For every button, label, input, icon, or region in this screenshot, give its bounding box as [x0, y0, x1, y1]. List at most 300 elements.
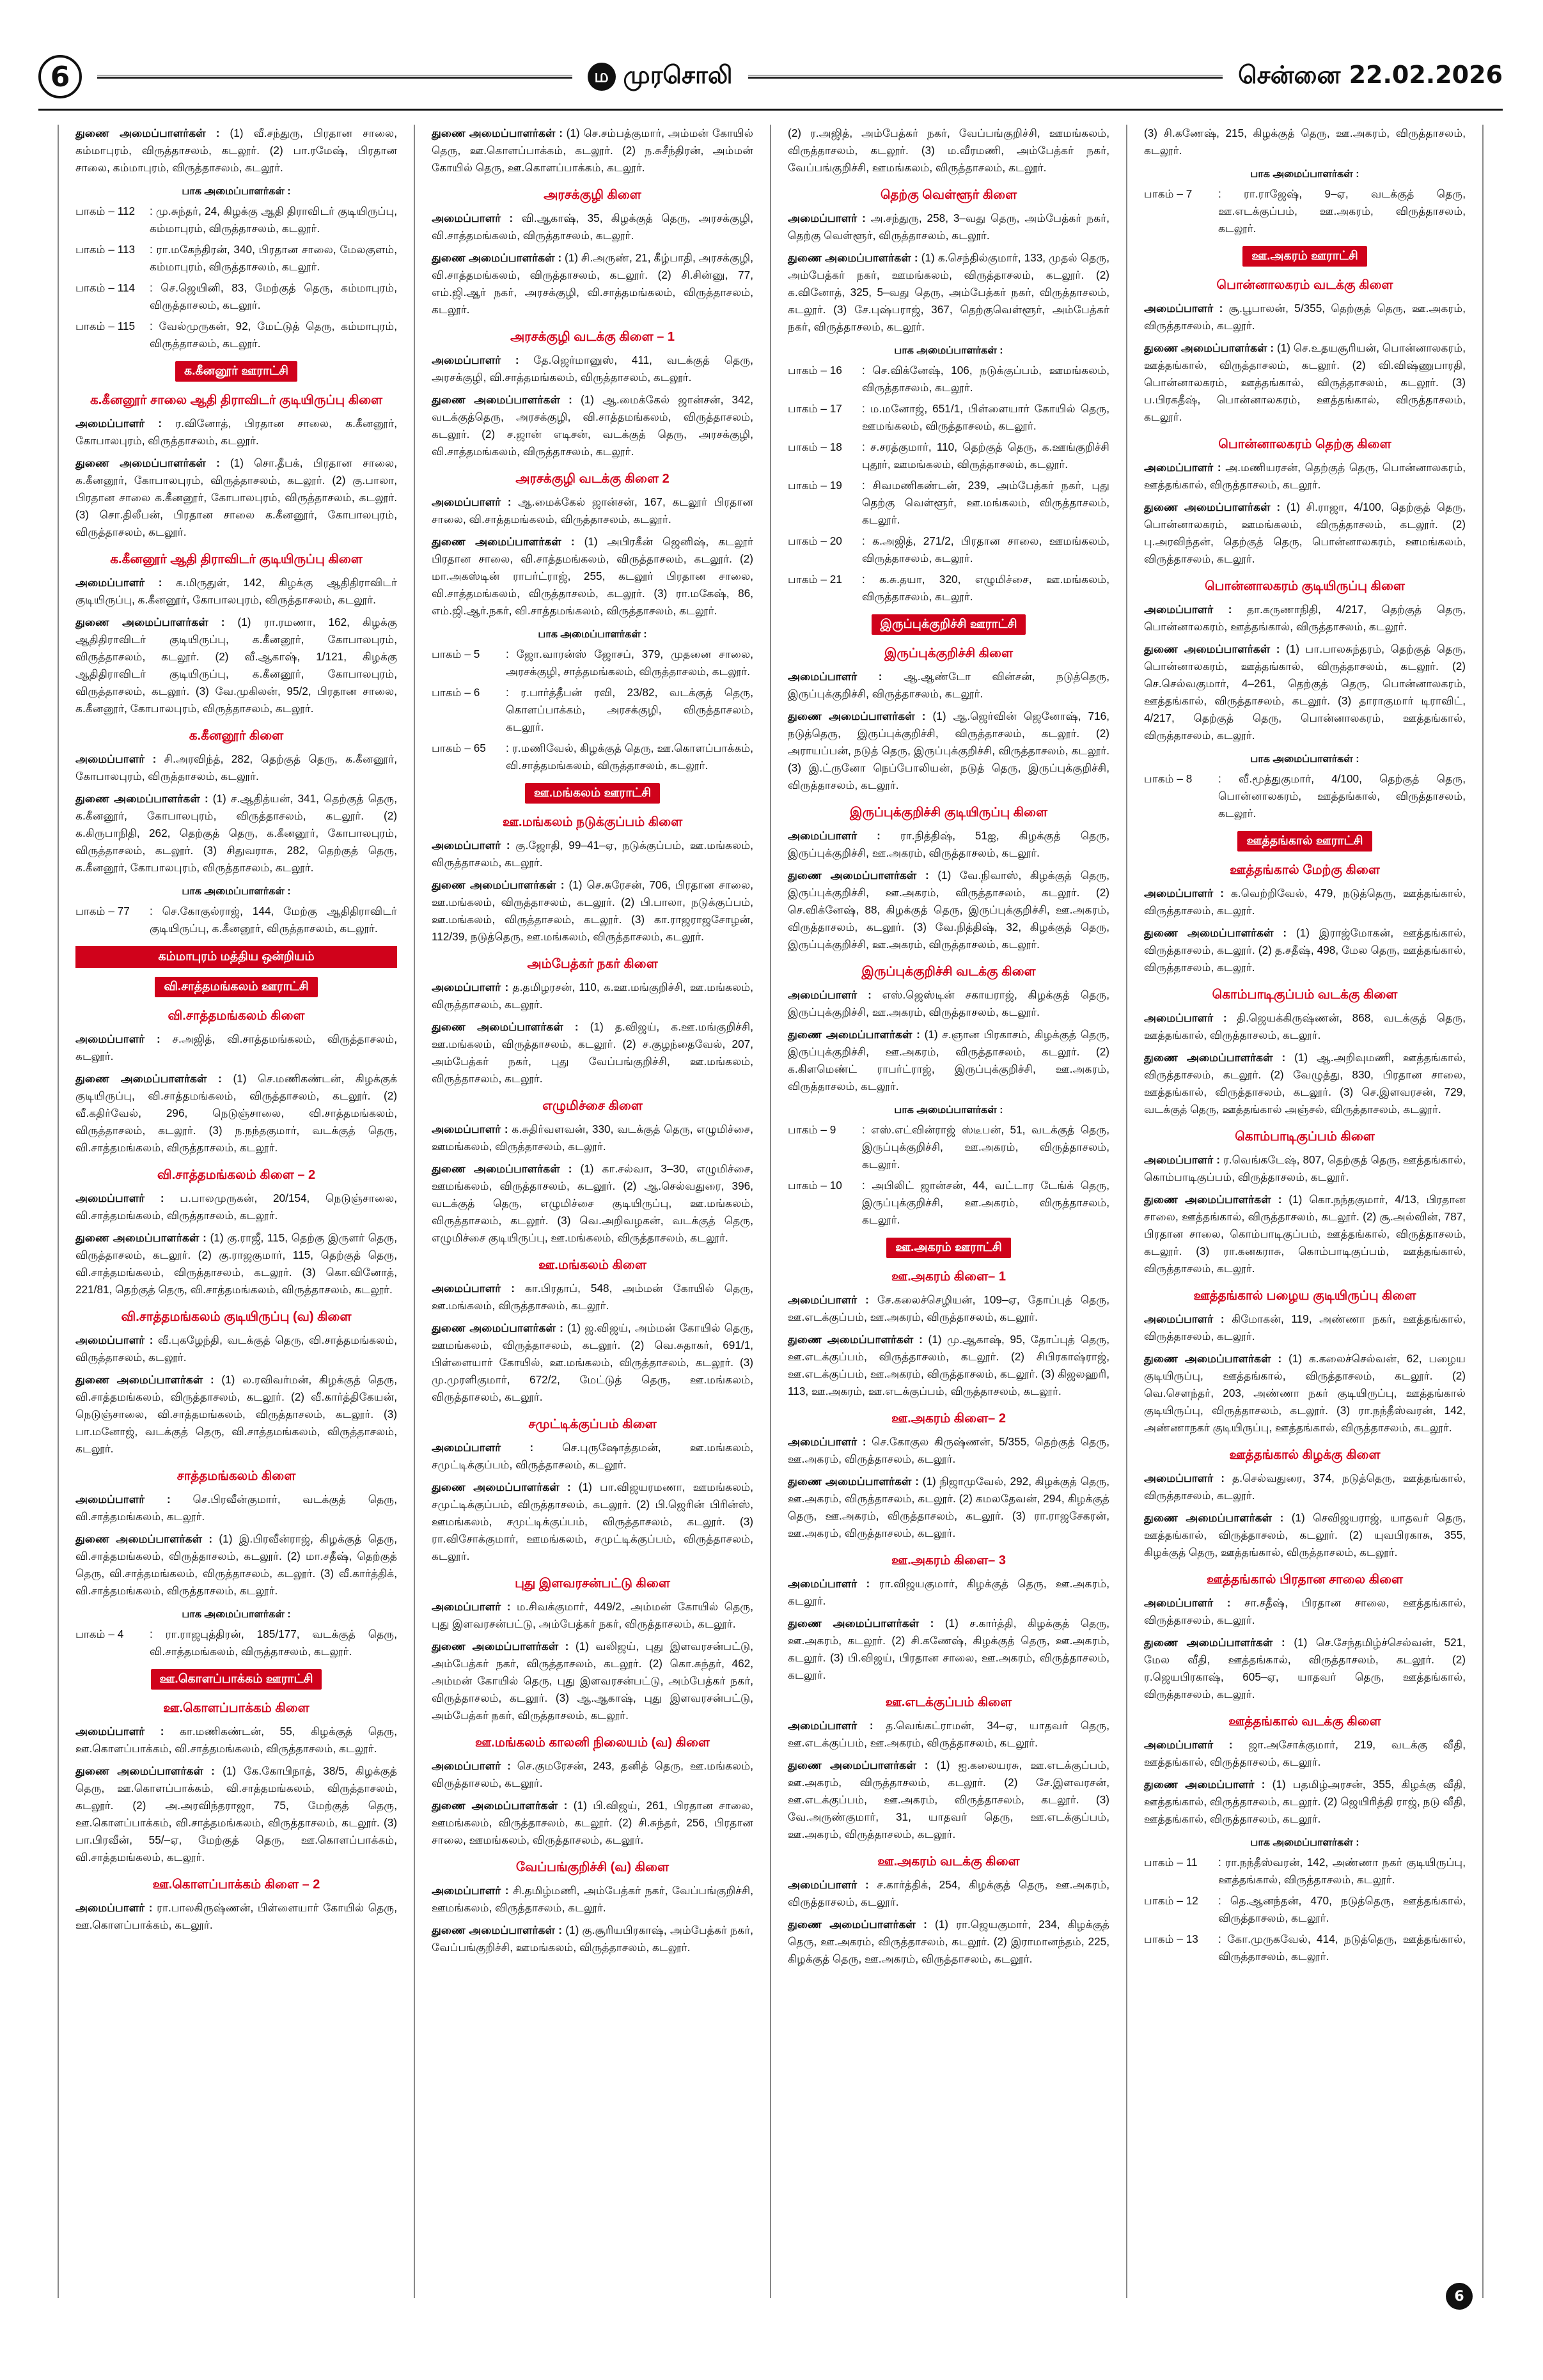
branch-heading: ஊத்தங்கால் பழைய குடியிருப்பு கிளை	[1193, 1289, 1416, 1303]
part-organizer-text: : செ.விக்னேஷ், 106, நடுக்குப்பம், ஊமங்கலம், விருத்தாசலம், கடலூர்.	[862, 364, 1109, 394]
branch-heading: ஊத்தங்கால் மேற்கு கிளை	[1230, 863, 1380, 877]
paragraph: அமைப்பாளர் : தி.ஜெயக்கிருஷ்ணன், 868, வடக்குத் தெரு, ஊத்தங்கால், விருத்தாசலம், கடலூர்.	[1144, 1011, 1466, 1041]
branch-heading: ஊத்தங்கால் கிழக்கு கிளை	[1229, 1448, 1381, 1462]
paragraph: துணை அமைப்பாளர்கள் : (1) கா.சல்வா, 3–30, எழுமிச்சை, ஊமங்கலம், விருத்தாசலம், கடலூர். (2) ஆ.செல்வதுரை, 396, வடக்குத் தெரு, எழுமிச்சை குடியிருப்பு, ஊ.மங்கலம், விருத்தாசலம், கடலூர். (3) வெ.அறிவழகன், வடக்குத் தெரு, எழுமிச்சை குடியிருப்பு, ஊ.மங்கலம், விருத்தாசலம், கடலூர்.	[432, 1162, 753, 1244]
role-label: துணை அமைப்பாளர்கள் :	[788, 1333, 923, 1346]
role-label: அமைப்பாளர் :	[432, 1282, 515, 1295]
paragraph: அமைப்பாளர் : செ.கோகுல கிருஷ்ணன், 5/355, தெற்குத் தெரு, ஊ.அகரம், விருத்தாசலம், கடலூர்.	[788, 1435, 1109, 1465]
branch-heading: வி.சாத்தமங்கலம் கிளை – 2	[157, 1168, 316, 1182]
part-number: பாகம் – 6	[432, 686, 480, 699]
branch-heading: க.கீனனூர் ஆதி திராவிடர் குடியிருப்பு கிளை	[110, 552, 363, 566]
part-number: பாகம் – 5	[432, 648, 480, 660]
paragraph: துணை அமைப்பாளர்கள் : (1) மு.ஆகாஷ், 95, தோப்புத் தெரு, ஊ.எடக்குப்பம், விருத்தாசலம், கடலூர். (2) சிபிரகாஷ்ராஜ், ஊ.எடக்குப்பம், ஊ.அகரம், விருத்தாசலம், கடலூர். (3) கிஜலஹரி, 113, ஊ.அகரம், ஊ.எடக்குப்பம், விருத்தாசலம், கடலூர்.	[788, 1333, 1109, 1397]
part-entry	[1144, 1931, 1466, 1965]
role-label: அமைப்பாளர் :	[788, 1293, 869, 1306]
role-label: அமைப்பாளர் :	[788, 670, 882, 683]
part-number: பாகம் – 114	[75, 281, 136, 294]
part-list	[788, 1121, 1109, 1229]
paragraph: துணை அமைப்பாளர்கள் : (1) கொ.நந்தகுமார், 4/13, பிரதான சாலை, ஊத்தங்கால், விருத்தாசலம், கடலூர். (2) சூ.அல்வின், 787, பிரதான சாலை, கொம்பாடிகுப்பம், ஊத்தங்கால், விருத்தாசலம், கடலூர். (3) ரா.கனகராசு, கொம்பாடிகுப்பம், ஊத்தங்கால், விருத்தாசலம், கடலூர்.	[1144, 1193, 1466, 1275]
role-label: துணை அமைப்பாளர்கள் :	[788, 251, 918, 264]
dateline-city: சென்னை	[1238, 61, 1341, 89]
part-entry	[75, 203, 397, 237]
branch-heading: தெற்கு வெள்ளூர் கிளை	[880, 188, 1017, 202]
paragraph: அமைப்பாளர் : த.செல்வதுரை, 374, நடுத்தெரு, ஊத்தங்கால், விருத்தாசலம், கடலூர்.	[1144, 1472, 1466, 1502]
paragraph: அமைப்பாளர் : ம.சிவக்குமார், 449/2, அம்மன் கோயில் தெரு, புது இளவரசன்பட்டு, அம்பேத்கர் நகர், விருத்தாசலம், கடலூர்.	[432, 1600, 754, 1630]
branch-heading: ஊத்தங்கால் பிரதான சாலை கிளை	[1206, 1573, 1404, 1587]
part-list	[75, 903, 397, 937]
role-label: அமைப்பாளர் :	[432, 1884, 509, 1897]
part-organizers-heading: பாக அமைப்பாளர்கள் :	[894, 1105, 1003, 1116]
part-list	[75, 1626, 397, 1660]
paragraph: துணை அமைப்பாளர்கள் : (1) சி.அருண், 21, கீழ்பாதி, அரசக்குழி, வி.சாத்தமங்கலம், விருத்தாசலம், கடலூர். (2) சி.சின்னு, 77, எம்.ஜி.ஆர் நகர், அரசக்குழி, வி.சாத்தமங்கலம், விருத்தாசலம், கடலூர்.	[432, 251, 753, 316]
role-label: துணை அமைப்பாளர்கள் :	[75, 792, 208, 805]
part-organizer-text: : சிவமணிகண்டன், 239, அம்பேத்கர் நகர், புது தெற்கு வெள்ளூர், ஊ.மங்கலம், விருத்தாசலம், கடலூர்.	[862, 479, 1109, 526]
role-label: துணை அமைப்பாளர்கள் :	[432, 393, 572, 406]
branch-heading: ஊ.எடக்குப்பம் கிளை	[885, 1695, 1012, 1709]
paragraph: அமைப்பாளர் : சி.அரவிந்த், 282, தெற்குத் தெரு, க.கீனனூர், கோபாலபுரம், விருத்தாசலம், கடலூர்.	[75, 752, 397, 782]
paragraph: அமைப்பாளர் : அ.மணியரசன், தெற்குத் தெரு, பொன்னாலகரம், ஊத்தங்கால், விருத்தாசலம், கடலூர்.	[1144, 461, 1466, 491]
paragraph: துணை அமைப்பாளர்கள் : (1) செ.சுரேசன், 706, பிரதான சாலை, ஊ.மங்கலம், விருத்தாசலம், கடலூர். (2) பி.பாலா, நடுக்குப்பம், ஊ.மங்கலம், விருத்தாசலம், கடலூர். (3) கா.ராஜராஜசோழன், 112/39, நடுத்தெரு, ஊ.மங்கலம், விருத்தாசலம், கடலூர்.	[432, 878, 753, 943]
role-label: அமைப்பாளர் :	[432, 212, 513, 224]
branch-heading: ஊத்தங்கால் வடக்கு கிளை	[1228, 1715, 1381, 1729]
role-label: அமைப்பாளர் :	[432, 1441, 534, 1454]
paragraph: துணை அமைப்பாளர்கள் : (1) ச.ஆதித்யன், 341, தெற்குத் தெரு, க.கீனனூர், கோபாலபுரம், விருத்தாசலம், கடலூர். (2) க.கிருபாநிதி, 262, தெற்குத் தெரு, க.கீனனூர், கோபாலபுரம், விருத்தாசலம், கடலூர். (3) சிதுவராசு, 282, தெற்குத் தெரு, க.கீனனூர், கோபாலபுரம், விருத்தாசலம், கடலூர்.	[75, 792, 397, 874]
paragraph: அமைப்பாளர் : சூ.பூபாலன், 5/355, தெற்குத் தெரு, ஊ.அகரம், விருத்தாசலம், கடலூர்.	[1144, 302, 1466, 332]
paragraph: அமைப்பாளர் : கிமோகன், 119, அண்ணா நகர், ஊத்தங்கால், விருத்தாசலம், கடலூர்.	[1144, 1312, 1466, 1342]
paragraph: துணை அமைப்பாளர்கள் : (1) ஐ.கலையரசு, ஊ.எடக்குப்பம், ஊ.அகரம், விருத்தாசலம், கடலூர். (2) சே.இளவரசன், ஊ.எடக்குப்பம், ஊ.அகரம், விருத்தாசலம், கடலூர். (3) வே.அருண்குமார், 31, யாதவர் தெரு, ஊ.எடக்குப்பம், ஊ.அகரம், விருத்தாசலம், கடலூர்.	[788, 1759, 1109, 1840]
part-entry	[788, 1121, 1109, 1173]
role-label: துணை அமைப்பாளர்கள் :	[432, 1640, 569, 1653]
role-label: அமைப்பாளர் :	[75, 1725, 164, 1738]
role-label: அமைப்பாளர் :	[1144, 302, 1223, 315]
branch-heading: ஊ.அகரம் கிளை– 2	[891, 1412, 1006, 1426]
branch-heading: இருப்புக்குறிச்சி வடக்கு கிளை	[861, 965, 1036, 979]
part-number: பாகம் – 9	[788, 1123, 836, 1136]
footer-page-number: 6	[1446, 2283, 1473, 2310]
part-entry	[75, 241, 397, 276]
part-entry	[788, 1177, 1109, 1229]
paragraph: அமைப்பாளர் : கா.மணிகண்டன், 55, கிழக்குத் தெரு, ஊ.கொளப்பாக்கம், வி.சாத்தமங்கலம், விருத்தாசலம், கடலூர்.	[75, 1725, 397, 1755]
branch-heading: ஊ.கொளப்பாக்கம் கிளை – 2	[152, 1878, 320, 1892]
role-label: அமைப்பாளர் :	[1144, 1011, 1227, 1024]
part-number: பாகம் – 11	[1144, 1856, 1198, 1869]
role-label: துணை அமைப்பாளர்கள் :	[75, 1072, 222, 1085]
paragraph: துணை அமைப்பாளர்கள் : (1) பா.விஜயரமணா, ஊமங்கலம், சமுட்டிக்குப்பம், விருத்தாசலம், கடலூர். (2) பி.ஜெரின் பிரின்ஸ், ஊமங்கலம், சமுட்டிக்குப்பம், விருத்தாசலம், கடலூர். (3) ரா.விசோக்குமார், ஊமங்கலம், சமுட்டிக்குப்பம், விருத்தாசலம், கடலூர்.	[432, 1481, 753, 1562]
part-entry	[788, 571, 1109, 605]
paragraph: அமைப்பாளர் : செ.குமரேசன், 243, தனித் தெரு, ஊ.மங்கலம், விருத்தாசலம், கடலூர்.	[432, 1759, 754, 1789]
part-organizer-text: : செ.ஜெயினி, 83, மேற்குத் தெரு, கம்மாபுரம், விருத்தாசலம், கடலூர்.	[150, 281, 397, 311]
role-label: துணை அமைப்பாளர்கள் :	[1144, 501, 1281, 513]
paragraph: துணை அமைப்பாளர்கள் : (1) செ.சம்பத்குமார், அம்மன் கோயில் தெரு, ஊ.கொளப்பாக்கம், கடலூர். (2) ந.சுசீந்திரன், அம்மன் கோயில் தெரு, ஊ.கொளப்பாக்கம், கடலூர்.	[432, 127, 753, 174]
paragraph: அமைப்பாளர் : சே.கலைச்செழியன், 109–ஏ, தோப்புத் தெரு, ஊ.எடக்குப்பம், ஊ.அகரம், விருத்தாசலம், கடலூர்.	[788, 1293, 1109, 1323]
paragraph: துணை அமைப்பாளர்கள் : (1) ச.ஞான பிரகாசம், கிழக்குத் தெரு, இருப்புக்குறிச்சி, ஊ.அகரம், விருத்தாசலம், கடலூர். (2) க.கிளமெண்ட் ராபர்ட்ராஜ், இருப்புக்குறிச்சி, ஊ.அகரம், விருத்தாசலம், கடலூர்.	[788, 1028, 1109, 1093]
brand-name: முரசொலி	[623, 61, 733, 89]
part-entry	[75, 279, 397, 314]
role-label: துணை அமைப்பாளர்கள் :	[75, 127, 220, 139]
branch-heading: ஊ.அகரம் கிளை– 1	[891, 1270, 1006, 1284]
part-organizer-text: : க.அஜித், 271/2, பிரதான சாலை, ஊமங்கலம், விருத்தாசலம், கடலூர்.	[862, 534, 1109, 564]
paragraph: துணை அமைப்பாளர்கள் : (1) வே.நிவாஸ், கிழக்குத் தெரு, இருப்புக்குறிச்சி, ஊ.அகரம், விருத்தாசலம், கடலூர். (2) செ.விக்னேஷ், 88, கிழக்குத் தெரு, இருப்புக்குறிச்சி, ஊ.அகரம், விருத்தாசலம், கடலூர். (3) வே.நித்திஷ், 32, கிழக்குத் தெரு, இருப்புக்குறிச்சி, ஊ.அகரம், விருத்தாசலம், கடலூர்.	[788, 869, 1109, 951]
part-entry	[432, 646, 753, 680]
part-number: பாகம் – 112	[75, 205, 136, 217]
role-label: துணை அமைப்பாளர்கள் :	[432, 878, 565, 891]
part-number: பாகம் – 115	[75, 320, 136, 332]
part-organizer-text: : அபிலிட் ஜான்சன், 44, வட்டார டேங்க் தெரு, இருப்புக்குறிச்சி, ஊ.அகரம், விருத்தாசலம், கடலூர்.	[862, 1179, 1109, 1226]
paragraph: துணை அமைப்பாளர்கள் : (1) அபிரகீன் ஜெனிஷ், கடலூர் பிரதான சாலை, வி.சாத்தமங்கலம், விருத்தாசலம், கடலூர். (2) மா.அகஸ்டின் ராபர்ட்ராஜ், 255, கடலூர் பிரதான சாலை, வி.சாத்தமங்கலம், விருத்தாசலம், கடலூர். (3) ரா.மகேஷ், 86, எம்.ஜி.ஆர்.நகர், வி.சாத்தமங்கலம், விருத்தாசலம், கடலூர்.	[432, 535, 753, 617]
branch-heading: பொன்னாலகரம் வடக்கு கிளை	[1216, 278, 1393, 292]
paragraph: துணை அமைப்பாளர்கள் : (1) இ.பிரவீன்ராஜ், கிழக்குத் தெரு, வி.சாத்தமங்கலம், விருத்தாசலம், கடலூர். (2) மா.சதீஷ், தெற்குத் தெரு, வி.சாத்தமங்கலம், விருத்தாசலம், கடலூர். (3) வீ.கார்த்திக், வி.சாத்தமங்கலம், விருத்தாசலம், கடலூர்.	[75, 1532, 397, 1597]
column-1	[58, 125, 415, 2298]
part-number: பாகம் – 19	[788, 479, 842, 492]
dateline-date: 22.02.2026	[1349, 61, 1503, 89]
branch-heading: க.கீனனூர் கிளை	[189, 729, 284, 743]
branch-heading: கொம்பாடிகுப்பம் வடக்கு கிளை	[1212, 988, 1398, 1002]
role-label: துணை அமைப்பாளர்கள் :	[788, 1918, 927, 1931]
role-label: அமைப்பாளர் :	[1144, 1472, 1225, 1484]
masthead	[38, 45, 1503, 109]
paragraph: துணை அமைப்பாளர்கள் : (1) ரா.ரமணா, 162, கிழக்கு ஆதிதிராவிடர் குடியிருப்பு, க.கீனனூர், கோபாலபுரம், விருத்தாசலம், கடலூர். (2) வீ.ஆகாஷ், 1/121, கிழக்கு ஆதிதிராவிடர் குடியிருப்பு, க.கீனனூர், கோபாலபுரம், விருத்தாசலம், கடலூர். (3) வே.முகிலன், 95/2, பிரதான சாலை, க.கீனனூர், கோபாலபுரம், விருத்தாசலம், கடலூர்.	[75, 616, 398, 715]
role-label: துணை அமைப்பாளர்கள் :	[75, 1231, 207, 1244]
section-banner: ஊ.அகரம் ஊராட்சி	[886, 1238, 1011, 1258]
role-label: துணை அமைப்பாளர்கள் :	[432, 1020, 579, 1033]
part-entry	[788, 400, 1109, 435]
role-label: துணை அமைப்பாளர்கள் :	[788, 1475, 919, 1488]
branch-heading: சமுட்டிக்குப்பம் கிளை	[528, 1417, 657, 1431]
part-list	[432, 646, 753, 774]
part-organizers-heading: பாக அமைப்பாளர்கள் :	[182, 186, 291, 197]
masthead-divider	[38, 109, 1503, 111]
paragraph: துணை அமைப்பாளர்கள் : (1) இராஜ்மோகன், ஊத்தங்கால், விருத்தாசலம், கடலூர். (2) த.சதீஷ், 498, மேல தெரு, ஊத்தங்கால், விருத்தாசலம், கடலூர்.	[1144, 926, 1466, 974]
paragraph: துணை அமைப்பாளர்கள் : (1) ஜ.விஜய், அம்மன் கோயில் தெரு, ஊமங்கலம், விருத்தாசலம், கடலூர். (2) வெ.சுதாகர், 691/1, பிள்ளையார் கோயில், ஊ.மங்கலம், விருத்தாசலம், கடலூர். (3) மு.முரளிகுமார், 672/2, மேட்டுத் தெரு, ஊ.மங்கலம், விருத்தாசலம், கடலூர்.	[432, 1321, 754, 1403]
paragraph: துணை அமைப்பாளர்கள் : (1) கு.ராஜீ, 115, தெற்கு இருளர் தெரு, விருத்தாசலம், கடலூர். (2) கு.ராஜகுமார், 115, தெற்குத் தெரு, வி.சாத்தமங்கலம், விருத்தாசலம், கடலூர். (3) கொ.வினோத், 221/81, தெற்குத் தெரு, வி.சாத்தமங்கலம், விருத்தாசலம், கடலூர்.	[75, 1231, 398, 1296]
part-number: பாகம் – 21	[788, 573, 842, 586]
part-number: பாகம் – 7	[1144, 187, 1193, 200]
paragraph: துணை அமைப்பாளர்கள் : (1) செ.உதயசூரியன், பொன்னாலகரம், ஊத்தங்கால், விருத்தாசலம், கடலூர். (2) வி.விஷ்ணுபாரதி, பொன்னாலகரம், ஊத்தங்கால், விருத்தாசலம், கடலூர். (3) ப.பிரகதீஷ், பொன்னாலகரம், ஊத்தங்கால், விருத்தாசலம், கடலூர்.	[1144, 341, 1466, 423]
role-label: அமைப்பாளர் :	[75, 417, 162, 430]
paragraph: அமைப்பாளர் : த.வெங்கட்ராமன், 34–ஏ, யாதவர் தெரு, ஊ.எடக்குப்பம், ஊ.அகரம், விருத்தாசலம், கடலூர்.	[788, 1719, 1109, 1749]
role-label: அமைப்பாளர் :	[788, 829, 881, 842]
branch-heading: இருப்புக்குறிச்சி குடியிருப்பு கிளை	[849, 805, 1048, 820]
role-label: அமைப்பாளர் :	[788, 988, 872, 1001]
branch-heading: வி.சாத்தமங்கலம் கிளை	[168, 1009, 305, 1023]
paragraph: துணை அமைப்பாளர்கள் : (1) ல.ரவிவர்மன், கிழக்குத் தெரு, வி.சாத்தமங்கலம், விருத்தாசலம், கடலூர். (2) வீ.கார்த்திகேயன், நெடுஞ்சாலை, வி.சாத்தமங்கலம், விருத்தாசலம், கடலூர். (3) பா.மனோஜ், வடக்குத் தெரு, வி.சாத்தமங்கலம், விருத்தாசலம், கடலூர்.	[75, 1373, 397, 1455]
paragraph: அமைப்பாளர் : ரா.விஜயகுமார், கிழக்குத் தெரு, ஊ.அகரம், கடலூர்.	[788, 1577, 1109, 1607]
part-organizer-text: : ர.மணிவேல், கிழக்குத் தெரு, ஊ.கொளப்பாக்கம், வி.சாத்தமங்கலம், விருத்தாசலம், கடலூர்.	[506, 742, 753, 772]
paragraph: அமைப்பாளர் : ர.வெங்கடேஷ், 807, தெற்குத் தெரு, ஊத்தங்கால், கொம்பாடிகுப்பம், விருத்தாசலம், கடலூர்.	[1144, 1153, 1466, 1183]
part-organizers-heading: பாக அமைப்பாளர்கள் :	[894, 345, 1003, 356]
part-organizers-heading: பாக அமைப்பாளர்கள் :	[1250, 1837, 1359, 1848]
part-entry	[788, 477, 1109, 529]
part-organizers-heading: பாக அமைப்பாளர்கள் :	[538, 629, 647, 640]
masthead-rule	[97, 75, 572, 79]
role-label: அமைப்பாளர் :	[1144, 887, 1224, 899]
branch-heading: ஊ.மங்கலம் காலனி நிலையம் (வ) கிளை	[475, 1736, 710, 1750]
paragraph: அமைப்பாளர் : தே.ஜெர்மானுஸ், 411, வடக்குத் தெரு, அரசக்குழி, வி.சாத்தமங்கலம், விருத்தாசலம், கடலூர்.	[432, 354, 753, 384]
branch-heading: அரசக்குழி வடக்கு கிளை – 1	[510, 330, 675, 344]
role-label: அமைப்பாளர் :	[432, 1759, 511, 1772]
paragraph: (3) சி.கணேஷ், 215, கிழக்குத் தெரு, ஊ.அகரம், விருத்தாசலம், கடலூர்.	[1144, 127, 1466, 157]
part-entry	[1144, 185, 1466, 237]
paragraph: அமைப்பாளர் : செ.பிரவீன்குமார், வடக்குத் தெரு, வி.சாத்தமங்கலம், கடலூர்.	[75, 1493, 397, 1523]
branch-heading: ஊ.மங்கலம் நடுக்குப்பம் கிளை	[502, 815, 683, 829]
role-label: துணை அமைப்பாளர்கள் :	[1144, 1352, 1282, 1365]
paragraph: துணை அமைப்பாளர்கள் : (1) ரா.ஜெயகுமார், 234, கிழக்குத் தெரு, ஊ.அகரம், விருத்தாசலம், கடலூர். (2) இராமானந்தம், 225, கிழக்குத் தெரு, ஊ.அகரம், விருத்தாசலம், கடலூர்.	[788, 1918, 1110, 1965]
part-organizer-text: : ர.பார்த்தீபன் ரவி, 23/82, வடக்குத் தெரு, கொளப்பாக்கம், அரசக்குழி, விருத்தாசலம், கடலூர்.	[506, 686, 753, 733]
paragraph: துணை அமைப்பாளர்கள் : (1) செ.சேந்தமிழ்ச்செல்வன், 521, மேல வீதி, ஊத்தங்கால், விருத்தாசலம், கடலூர். (2) ர.ஜெயபிரகாஷ், 605–ஏ, யாதவர் தெரு, ஊத்தங்கால், விருத்தாசலம், கடலூர்.	[1144, 1636, 1466, 1700]
part-entry	[432, 740, 753, 774]
role-label: துணை அமைப்பாளர்கள் :	[432, 1321, 563, 1334]
role-label: துணை அமைப்பாளர்கள் :	[432, 127, 563, 139]
paragraph: அமைப்பாளர் : க.வெற்றிவேல், 479, நடுத்தெரு, ஊத்தங்கால், விருத்தாசலம், கடலூர்.	[1144, 887, 1466, 917]
role-label: துணை அமைப்பாளர்கள் :	[1144, 1636, 1285, 1649]
role-label: துணை அமைப்பாளர்கள் :	[432, 1924, 563, 1936]
role-label: அமைப்பாளர் :	[788, 212, 866, 224]
role-label: துணை அமைப்பாளர்கள் :	[432, 1481, 571, 1493]
paragraph: அமைப்பாளர் : கு.ஜோதி, 99–41–ஏ, நடுக்குப்பம், ஊ.மங்கலம், விருத்தாசலம், கடலூர்.	[432, 839, 753, 869]
paragraph: அமைப்பாளர் : ஜா.அசோக்குமார், 219, வடக்கு வீதி, ஊத்தங்கால், விருத்தாசலம், கடலூர்.	[1144, 1738, 1466, 1768]
role-label: துணை அமைப்பாளர்கள் :	[788, 869, 929, 882]
part-entry	[788, 362, 1109, 396]
branch-heading: புது இளவரசன்பட்டு கிளை	[515, 1576, 670, 1591]
paragraph: அமைப்பாளர் : ச.அஜித், வி.சாத்தமங்கலம், விருத்தாசலம், கடலூர்.	[75, 1032, 397, 1062]
section-banner: ஊத்தங்கால் ஊராட்சி	[1237, 831, 1372, 852]
part-list	[788, 362, 1109, 605]
role-label: அமைப்பாளர் :	[1144, 603, 1232, 616]
paragraph: துணை அமைப்பாளர்கள் : (1) வலிஜய், புது இளவரசன்பட்டு, அம்பேத்கர் நகர், விருத்தாசலம், கடலூர். (2) கொ.சுந்தர், 462, அம்மன் கோயில் தெரு, புது இளவரசன்பட்டு, அம்பேத்கர் நகர், விருத்தாசலம், கடலூர். (3) ஆ.ஆகாஷ், புது இளவரசன்பட்டு, அம்பேத்கர் நகர், விருத்தாசலம், கடலூர்.	[432, 1640, 754, 1722]
branch-heading: ஊ.அகரம் வடக்கு கிளை	[877, 1855, 1020, 1869]
paragraph: துணை அமைப்பாளர்கள் : (1) நிஜாமுவேல், 292, கிழக்குத் தெரு, ஊ.அகரம், விருத்தாசலம், கடலூர். (2) கமலதேவன், 294, கிழக்குத் தெரு, ஊ.அகரம், விருத்தாசலம், கடலூர். (3) ரா.ராஜசேகரன், ஊ.அகரம், விருத்தாசலம், கடலூர்.	[788, 1475, 1109, 1539]
role-label: துணை அமைப்பாளர்கள் :	[788, 1028, 920, 1041]
paragraph: துணை அமைப்பாளர்கள் : (1) பா.பாலசுந்தரம், தெற்குத் தெரு, பொன்னாலகரம், ஊத்தங்கால், விருத்தாசலம், கடலூர். (2) செ.செல்வகுமார், 4–261, தெற்குத் தெரு, பொன்னாலகரம், ஊத்தங்கால், விருத்தாசலம், கடலூர். (3) தாராகுமார் டிராவிட், 4/217, தெற்குத் தெரு, பொன்னாலகரம், ஊத்தங்கால், விருத்தாசலம், கடலூர்.	[1144, 642, 1466, 742]
paragraph: அமைப்பாளர் : த.தமிழரசன், 110, க.ஊ.மங்குறிச்சி, ஊ.மங்கலம், விருத்தாசலம், கடலூர்.	[432, 981, 753, 1011]
role-label: துணை அமைப்பாளர்கள் :	[1144, 1511, 1284, 1524]
role-label: துணை அமைப்பாளர்கள் :	[432, 1162, 572, 1175]
role-label: அமைப்பாளர் :	[432, 1600, 511, 1613]
part-number: பாகம் – 16	[788, 364, 842, 377]
paragraph: துணை அமைப்பாளர்கள் : (1) ஆ.ஜெர்வின் ஜெனோஷ், 716, நடுத்தெரு, இருப்புக்குறிச்சி, விருத்தாசலம், கடலூர். (2) அராயப்பன், நடுத் தெரு, இருப்புக்குறிச்சி, விருத்தாசலம், கடலூர். (3) இ.ட்ருனோ நெப்போலியன், நடுத் தெரு, இருப்புக்குறிச்சி, விருத்தாசலம், கடலூர்.	[788, 710, 1110, 791]
part-list	[1144, 185, 1466, 237]
paragraph: அமைப்பாளர் : கா.பிரதாப், 548, அம்மன் கோயில் தெரு, ஊ.மங்கலம், விருத்தாசலம், கடலூர்.	[432, 1282, 753, 1312]
paragraph: அமைப்பாளர் : ரா.நித்திஷ், 51ஐ, கிழக்குத் தெரு, இருப்புக்குறிச்சி, ஊ.அகரம், விருத்தாசலம், கடலூர்.	[788, 829, 1110, 859]
paragraph: துணை அமைப்பாளர்கள் : (1) கு.சூரியபிரகாஷ், அம்பேத்கர் நகர், வேப்பங்குறிச்சி, ஊமங்கலம், விருத்தாசலம், கடலூர்.	[432, 1924, 753, 1954]
paragraph: அமைப்பாளர் : க.மிருதுள், 142, கிழக்கு ஆதிதிராவிடர் குடியிருப்பு, க.கீனனூர், கோபாலபுரம், விருத்தாசலம், கடலூர்.	[75, 576, 397, 606]
part-entry	[788, 533, 1109, 567]
role-label: துணை அமைப்பாளர்கள் :	[432, 1799, 568, 1812]
branch-heading: வி.சாத்தமங்கலம் குடியிருப்பு (வ) கிளை	[121, 1310, 352, 1324]
role-label: துணை அமைப்பாளர்கள் :	[75, 1532, 213, 1545]
part-number: பாகம் – 12	[1144, 1894, 1198, 1907]
paragraph: அமைப்பாளர் : செ.புருஷோத்தமன், ஊ.மங்கலம், சமுட்டிக்குப்பம், விருத்தாசலம், கடலூர்.	[432, 1441, 754, 1471]
paragraph: துணை அமைப்பாளர்கள் : (1) த.விஜய், க.ஊ.மங்குறிச்சி, ஊ.மங்கலம், விருத்தாசலம், கடலூர். (2) ச.குழந்தைவேல், 207, அம்பேத்கர் நகர், புது வேப்பங்குறிச்சி, ஊ.மங்கலம், விருத்தாசலம், கடலூர்.	[432, 1020, 754, 1085]
brand-logo-icon: ம	[588, 63, 616, 91]
paragraph: அமைப்பாளர் : சா.சதீஷ், பிரதான சாலை, ஊத்தங்கால், விருத்தாசலம், கடலூர்.	[1144, 1596, 1466, 1626]
paragraph: துணை அமைப்பாளர்கள் : (1) ஆ.அறிவுமணி, ஊத்தங்கால், விருத்தாசலம், கடலூர். (2) வேழுத்து, 830, பிரதான சாலை, ஊத்தங்கால், விருத்தாசலம், கடலூர். (3) செ.இளவரசன், 729, வடக்குத் தெரு, ஊத்தங்கால் அஞ்சல், விருத்தாசலம், கடலூர்.	[1144, 1051, 1466, 1116]
section-banner: ஊ.மங்கலம் ஊராட்சி	[525, 783, 660, 804]
part-organizer-text: : மு.சுந்தர், 24, கிழக்கு ஆதி திராவிடர் குடியிருப்பு, கம்மாபுரம், விருத்தாசலம், கடலூர்.	[150, 205, 397, 235]
role-label: துணை அமைப்பாளர் :	[1144, 1778, 1265, 1791]
paragraph: துணை அமைப்பாளர்கள் : (1) சொ.தீபக், பிரதான சாலை, க.கீனனூர், கோபாலபுரம், விருத்தாசலம், கடலூர். (2) கு.பாலா, பிரதான சாலை க.கீனனூர், கோபாலபுரம், விருத்தாசலம், கடலூர். (3) சொ.திலீபன், பிரதான சாலை க.கீனனூர், கோபாலபுரம், விருத்தாசலம், கடலூர்.	[75, 456, 398, 538]
paragraph: அமைப்பாளர் : க.சுதிர்வளவன், 330, வடக்குத் தெரு, எழுமிச்சை, ஊமங்கலம், விருத்தாசலம், கடலூர்.	[432, 1123, 753, 1153]
paragraph: துணை அமைப்பாளர்கள் : (1) ஆ.மைக்கேல் ஜான்சன், 342, வடக்குத்தெரு, அரசக்குழி, வி.சாத்தமங்கலம், விருத்தாசலம், கடலூர். (2) ச.ஜான் எடிசன், வடக்குத் தெரு, அரசக்குழி, வி.சாத்தமங்கலம், விருத்தாசலம், கடலூர்.	[432, 393, 753, 458]
section-banner: ஊ.அகரம் ஊராட்சி	[1242, 246, 1367, 267]
part-number: பாகம் – 4	[75, 1628, 124, 1640]
part-number: பாகம் – 77	[75, 905, 130, 917]
part-organizer-text: : ச.சரத்குமார், 110, தெற்குத் தெரு, க.ஊங்குறிச்சி புதூர், ஊமங்கலம், விருத்தாசலம், கடலூர்.	[862, 440, 1109, 471]
role-label: துணை அமைப்பாளர்கள் :	[432, 251, 562, 264]
part-number: பாகம் – 13	[1144, 1933, 1198, 1945]
part-organizer-text: : ரா.ராஜேஷ், 9–ஏ, வடக்குத் தெரு, ஊ.எடக்குப்பம், ஊ.அகரம், விருத்தாசலம், கடலூர்.	[1218, 187, 1466, 235]
masthead-rule	[748, 75, 1223, 79]
article-columns	[58, 125, 1484, 2298]
branch-heading: அரசக்குழி வடக்கு கிளை 2	[515, 472, 670, 486]
part-organizer-text: : ரா.ராஜபுத்திரன், 185/177, வடக்குத் தெரு, வி.சாத்தமங்கலம், விருத்தாசலம், கடலூர்.	[150, 1628, 397, 1658]
part-entry	[75, 1626, 397, 1660]
paragraph: அமைப்பாளர் : ப.பாலமுருகன், 20/154, நெடுஞ்சாலை, வி.சாத்தமங்கலம், விருத்தாசலம், கடலூர்.	[75, 1192, 397, 1222]
role-label: துணை அமைப்பாளர்கள் :	[1144, 926, 1287, 939]
role-label: அமைப்பாளர் :	[788, 1577, 870, 1590]
role-label: அமைப்பாளர் :	[1144, 461, 1221, 474]
role-label: அமைப்பாளர் :	[75, 1192, 164, 1204]
branch-heading: அம்பேத்கர் நகர் கிளை	[527, 957, 658, 971]
section-banner: க.கீனனூர் ஊராட்சி	[175, 361, 297, 382]
dateline	[1238, 61, 1503, 93]
role-label: அமைப்பாளர் :	[432, 839, 510, 852]
part-entry	[432, 684, 753, 736]
part-number: பாகம் – 65	[432, 742, 486, 754]
role-label: அமைப்பாளர் :	[75, 1901, 153, 1914]
part-organizer-text: : தெ.ஆனந்தன், 470, நடுத்தெரு, ஊத்தங்கால், விருத்தாசலம், கடலூர்.	[1218, 1894, 1466, 1924]
paragraph: அமைப்பாளர் : சி.தமிழ்மணி, அம்பேத்கர் நகர், வேப்பங்குறிச்சி, ஊமங்கலம், விருத்தாசலம், கடலூர்.	[432, 1884, 753, 1914]
union-banner: கம்மாபுரம் மத்திய ஒன்றியம்	[75, 946, 397, 968]
part-organizer-text: : ஜோ.வாரன்ஸ் ஜோசப், 379, முதனை சாலை, அரசக்குழி, சாத்தமங்கலம், விருத்தாசலம், கடலூர்.	[506, 648, 753, 678]
paragraph: துணை அமைப்பாளர்கள் : (1) ச.கார்த்தி, கிழக்குத் தெரு, ஊ.அகரம், கடலூர். (2) சி.கணேஷ், கிழக்குத் தெரு, ஊ.அகரம், கடலூர். (3) பி.விஜய், பிரதான சாலை, ஊ.அகரம், விருத்தாசலம், கடலூர்.	[788, 1617, 1109, 1681]
paragraph: துணை அமைப்பாளர்கள் : (1) கே.கோபிநாத், 38/5, கிழக்குத் தெரு, ஊ.கொளப்பாக்கம், வி.சாத்தமங்கலம், விருத்தாசலம், கடலூர். (2) அ.அரவிந்தராஜா, 75, மேற்குத் தெரு, ஊ.கொளப்பாக்கம், வி.சாத்தமங்கலம், விருத்தாசலம், கடலூர். (3) பா.பிரவீன், 55/–ஏ, மேற்குத் தெரு, ஊ.கொளப்பாக்கம், வி.சாத்தமங்கலம், கடலூர்.	[75, 1764, 397, 1863]
role-label: துணை அமைப்பாளர்கள் :	[75, 616, 225, 628]
role-label: அமைப்பாளர் :	[75, 576, 162, 589]
part-organizers-heading: பாக அமைப்பாளர்கள் :	[1250, 754, 1359, 765]
paragraph: துணை அமைப்பாளர் : (1) பதமிழ்அரசன், 355, கிழக்கு வீதி, ஊத்தங்கால், விருத்தாசலம், கடலூர். (2) ஜெயிரித்தி ராஜ், நடு வீதி, ஊத்தங்கால், விருத்தாசலம், கடலூர்.	[1144, 1778, 1466, 1825]
role-label: அமைப்பாளர் :	[75, 1334, 153, 1346]
branch-heading: ஊ.கொளப்பாக்கம் கிளை	[163, 1701, 309, 1715]
branch-heading: பொன்னாலகரம் குடியிருப்பு கிளை	[1205, 579, 1405, 593]
role-label: அமைப்பாளர் :	[75, 1032, 161, 1045]
role-label: துணை அமைப்பாளர்கள் :	[788, 1759, 928, 1771]
role-label: அமைப்பாளர் :	[432, 981, 509, 993]
part-entry	[1144, 1892, 1466, 1927]
part-number: பாகம் – 10	[788, 1179, 842, 1192]
role-label: அமைப்பாளர் :	[1144, 1153, 1220, 1166]
part-number: பாகம் – 113	[75, 243, 136, 256]
part-entry	[1144, 1854, 1466, 1888]
paragraph: அமைப்பாளர் : எஸ்.ஜெஸ்டின் சகாயராஜ், கிழக்குத் தெரு, இருப்புக்குறிச்சி, ஊ.அகரம், விருத்தாசலம், கடலூர்.	[788, 988, 1109, 1018]
part-entry	[75, 903, 397, 937]
section-banner: வி.சாத்தமங்கலம் ஊராட்சி	[155, 977, 317, 997]
paragraph: அமைப்பாளர் : ரா.பாலகிருஷ்ணன், பிள்ளையார் கோயில் தெரு, ஊ.கொளப்பாக்கம், கடலூர்.	[75, 1901, 397, 1931]
role-label: துணை அமைப்பாளர்கள் :	[75, 456, 220, 469]
part-entry	[75, 318, 397, 352]
branch-heading: அரசக்குழி கிளை	[544, 188, 641, 202]
paragraph: (2) ர.அஜித், அம்பேத்கர் நகர், வேப்பங்குறிச்சி, ஊமங்கலம், விருத்தாசலம், கடலூர். (3) ம.வீரமணி, அம்பேத்கர் நகர், வேப்பங்குறிச்சி, ஊமங்கலம், விருத்தாசலம், கடலூர்.	[788, 127, 1109, 174]
paragraph: துணை அமைப்பாளர்கள் : (1) செவிஜயராஜ், யாதவர் தெரு, ஊத்தங்கால், விருத்தாசலம், கடலூர். (2) யுவபிரகாசு, 355, கிழக்குத் தெரு, ஊத்தங்கால், விருத்தாசலம், கடலூர்.	[1144, 1511, 1466, 1559]
part-organizer-text: : ம.மனோஜ், 651/1, பிள்ளையார் கோயில் தெரு, ஊமங்கலம், விருத்தாசலம், கடலூர்.	[862, 402, 1109, 432]
role-label: துணை அமைப்பாளர்கள் :	[75, 1764, 215, 1777]
page-number-badge: 6	[38, 55, 82, 98]
branch-heading: கொம்பாடிகுப்பம் கிளை	[1235, 1130, 1375, 1144]
paragraph: துணை அமைப்பாளர்கள் : (1) க.செந்தில்குமார், 133, முதல் தெரு, அம்பேத்கர் நகர், ஊமங்கலம், விருத்தாசலம், கடலூர். (2) க.வினோத், 325, 5–வது தெரு, அம்பேத்கர் நகர், விருத்தாசலம், கடலூர். (3) சே.புஷ்பராஜ், 367, தெற்குவெள்ளூர், அம்பேத்கர் நகர், விருத்தாசலம், கடலூர்.	[788, 251, 1110, 333]
paragraph: அமைப்பாளர் : தா.கருணாநிதி, 4/217, தெற்குத் தெரு, பொன்னாலகரம், ஊத்தங்கால், விருத்தாசலம், கடலூர்.	[1144, 603, 1466, 633]
paragraph: அமைப்பாளர் : வி.ஆகாஷ், 35, கிழக்குத் தெரு, அரசக்குழி, வி.சாத்தமங்கலம், விருத்தாசலம், கடலூர்.	[432, 212, 753, 242]
role-label: துணை அமைப்பாளர்கள் :	[788, 710, 926, 722]
part-organizer-text: : வீ.மூத்துகுமார், 4/100, தெற்குத் தெரு, பொன்னாலகரம், ஊத்தங்கால், விருத்தாசலம், கடலூர்.	[1218, 772, 1466, 820]
part-number: பாகம் – 18	[788, 440, 842, 453]
role-label: துணை அமைப்பாளர்கள் :	[1144, 1051, 1286, 1064]
role-label: அமைப்பாளர் :	[1144, 1738, 1233, 1751]
paragraph: அமைப்பாளர் : ர.வினோத், பிரதான சாலை, க.கீனனூர், கோபாலபுரம், விருத்தாசலம், கடலூர்.	[75, 417, 397, 447]
part-organizer-text: : ரா.நந்தீஸ்வரன், 142, அண்ணா நகர் குடியிருப்பு, ஊத்தங்கால், விருத்தாசலம், கடலூர்.	[1218, 1856, 1466, 1886]
role-label: அமைப்பாளர் :	[432, 1123, 508, 1135]
part-number: பாகம் – 17	[788, 402, 842, 415]
part-list	[75, 203, 397, 352]
part-organizers-heading: பாக அமைப்பாளர்கள் :	[182, 886, 291, 897]
role-label: துணை அமைப்பாளர்கள் :	[788, 1617, 934, 1629]
branch-heading: ஊ.மங்கலம் கிளை	[538, 1258, 646, 1272]
role-label: அமைப்பாளர் :	[432, 495, 512, 508]
role-label: துணை அமைப்பாளர்கள் :	[432, 535, 575, 548]
paragraph: துணை அமைப்பாளர்கள் : (1) பி.விஜய், 261, பிரதான சாலை, ஊமங்கலம், விருத்தாசலம், கடலூர். (2) சி.சுந்தர், 256, பிரதான சாலை, ஊமங்கலம், விருத்தாசலம், கடலூர்.	[432, 1799, 754, 1846]
branch-heading: ஊ.அகரம் கிளை– 3	[891, 1553, 1006, 1567]
paragraph: அமைப்பாளர் : வீ.புகழேந்தி, வடக்குத் தெரு, வி.சாத்தமங்கலம், விருத்தாசலம், கடலூர்.	[75, 1334, 398, 1364]
part-organizer-text: : செ.கோகுல்ராஜ், 144, மேற்கு ஆதிதிராவிடர் குடியிருப்பு, க.கீனனூர், விருத்தாசலம், கடலூர்.	[150, 905, 397, 935]
role-label: அமைப்பாளர் :	[432, 354, 519, 366]
section-banner: ஊ.கொளப்பாக்கம் ஊராட்சி	[151, 1669, 322, 1690]
column-3	[771, 125, 1127, 2298]
branch-heading: வேப்பங்குறிச்சி (வ) கிளை	[515, 1860, 670, 1874]
brand	[588, 61, 733, 93]
part-organizers-heading: பாக அமைப்பாளர்கள் :	[182, 1609, 291, 1620]
section-banner: இருப்புக்குறிச்சி ஊராட்சி	[872, 614, 1026, 635]
role-label: அமைப்பாளர் :	[788, 1878, 869, 1891]
role-label: அமைப்பாளர் :	[788, 1719, 873, 1732]
role-label: அமைப்பாளர் :	[75, 1493, 171, 1505]
branch-heading: பொன்னாலகரம் தெற்கு கிளை	[1218, 437, 1391, 451]
role-label: அமைப்பாளர் :	[75, 752, 157, 765]
part-organizer-text: : ரா.மகேந்திரன், 340, பிரதான சாலை, மேலகுளம், கம்மாபுரம், விருத்தாசலம், கடலூர்.	[150, 243, 397, 273]
part-organizer-text: : வேல்முருகன், 92, மேட்டுத் தெரு, கம்மாபுரம், விருத்தாசலம், கடலூர்.	[150, 320, 397, 350]
paragraph: துணை அமைப்பாளர்கள் : (1) வீ.சந்துரு, பிரதான சாலை, கம்மாபுரம், விருத்தாசலம், கடலூர். (2) பா.ரமேஷ், பிரதான சாலை, கம்மாபுரம், விருத்தாசலம், கடலூர்.	[75, 127, 398, 174]
role-label: துணை அமைப்பாளர்கள் :	[1144, 1193, 1282, 1206]
branch-heading: சாத்தமங்கலம் கிளை	[176, 1469, 296, 1483]
part-number: பாகம் – 20	[788, 534, 842, 547]
role-label: துணை அமைப்பாளர்கள் :	[1144, 642, 1280, 655]
paragraph: துணை அமைப்பாளர்கள் : (1) செ.மணிகண்டன், கிழக்குக் குடியிருப்பு, வி.சாத்தமங்கலம், விருத்தாசலம், கடலூர். (2) வீ.கதிர்வேல், 296, நெடுஞ்சாலை, வி.சாத்தமங்கலம், விருத்தாசலம், கடலூர். (3) ந.நந்தகுமார், வடக்குத் தெரு, வி.சாத்தமங்கலம், விருத்தாசலம், கடலூர்.	[75, 1072, 397, 1154]
role-label: அமைப்பாளர் :	[1144, 1596, 1231, 1609]
part-organizer-text: : எஸ்.எட்வின்ராஜ் ஸ்டீபன், 51, வடக்குத் தெரு, இருப்புக்குறிச்சி, ஊ.அகரம், விருத்தாசலம், கடலூர்.	[862, 1123, 1109, 1171]
part-organizer-text: : க.சு.தயா, 320, எழுமிச்சை, ஊ.மங்கலம், விருத்தாசலம், கடலூர்.	[862, 573, 1109, 603]
part-list	[1144, 1854, 1466, 1965]
paragraph: துணை அமைப்பாளர்கள் : (1) சி.ராஜா, 4/100, தெற்குத் தெரு, பொன்னாலகரம், ஊமங்கலம், விருத்தாசலம், கடலூர். (2) பு.அரவிந்தன், தெற்குத் தெரு, பொன்னாலகரம், ஊமங்கலம், விருத்தாசலம், கடலூர்.	[1144, 501, 1466, 565]
column-2	[415, 125, 771, 2298]
branch-heading: க.கீனனூர் சாலை ஆதி திராவிடர் குடியிருப்பு கிளை	[90, 393, 383, 407]
role-label: துணை அமைப்பாளர்கள் :	[75, 1373, 214, 1386]
role-label: அமைப்பாளர் :	[1144, 1312, 1225, 1325]
paragraph: அமைப்பாளர் : ஆ.ஆண்டோ வின்சன், நடுத்தெரு, இருப்புக்குறிச்சி, விருத்தாசலம், கடலூர்.	[788, 670, 1110, 700]
part-entry	[1144, 770, 1466, 822]
paragraph: அமைப்பாளர் : அ.சந்துரு, 258, 3–வது தெரு, அம்பேத்கர் நகர், தெற்கு வெள்ளூர், விருத்தாசலம், கடலூர்.	[788, 212, 1109, 242]
part-organizers-heading: பாக அமைப்பாளர்கள் :	[1250, 169, 1359, 180]
branch-heading: எழுமிச்சை கிளை	[542, 1099, 643, 1113]
role-label: அமைப்பாளர் :	[788, 1435, 866, 1448]
part-list	[1144, 770, 1466, 822]
